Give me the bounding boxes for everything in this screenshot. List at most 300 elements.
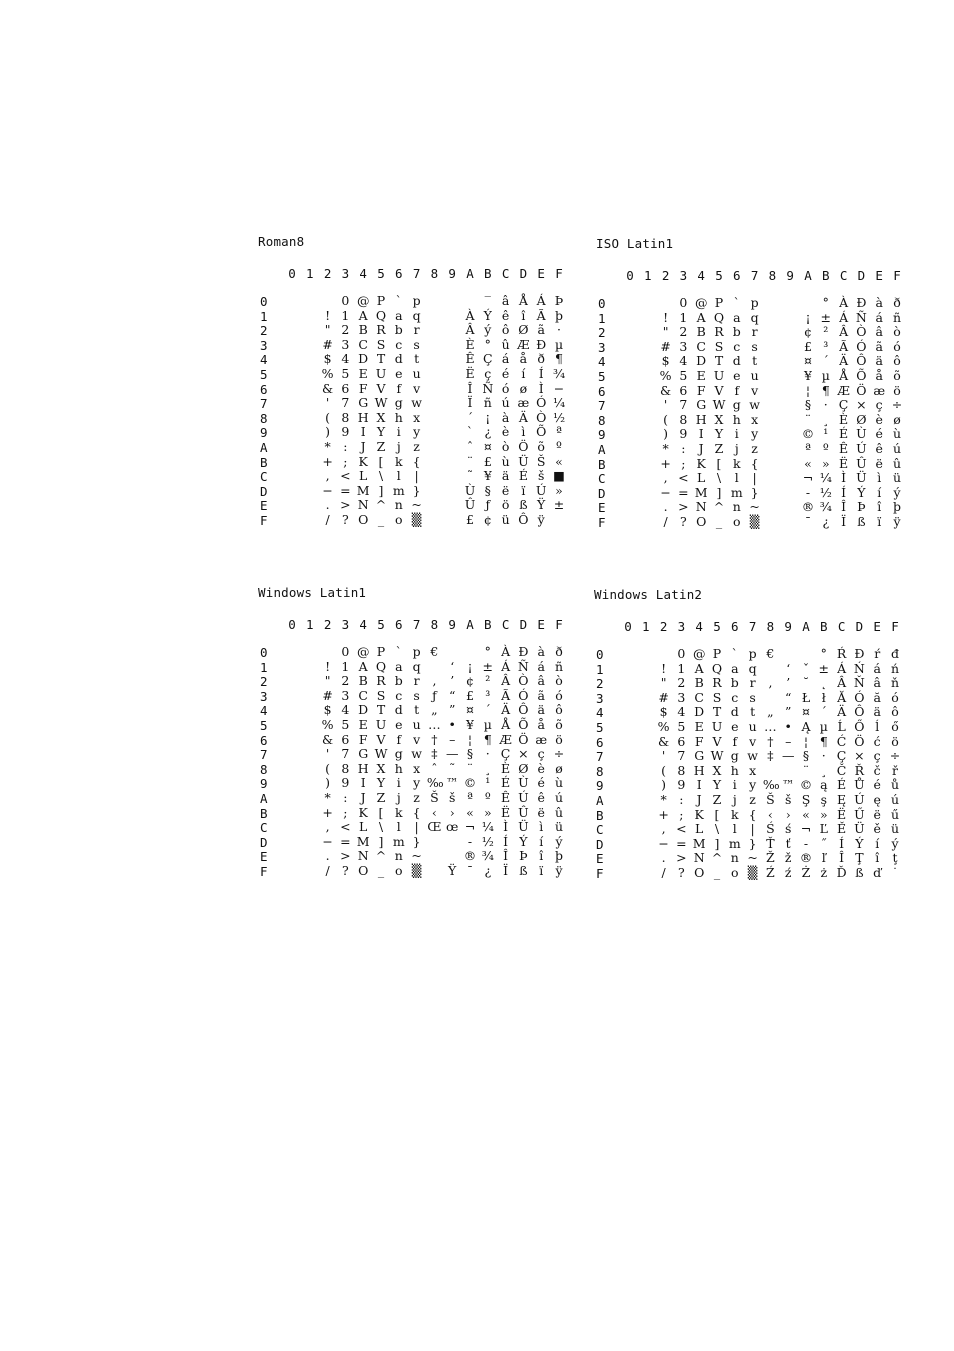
column-label: 2 <box>323 266 332 281</box>
char-cell: m <box>392 482 405 498</box>
char-cell: 0 <box>341 293 350 308</box>
char-cell: ‹ <box>767 806 773 822</box>
char-cell: z <box>413 790 420 805</box>
char-cell: d <box>730 704 739 720</box>
char-cell: T <box>712 704 722 720</box>
char-cell: $ <box>323 351 332 367</box>
char-cell: Ü <box>854 821 865 837</box>
row-label: C <box>596 822 604 838</box>
char-cell: d <box>732 353 741 369</box>
char-cell: ˆ <box>431 760 438 776</box>
char-cell: $ <box>659 704 668 720</box>
char-cell: u <box>412 366 421 381</box>
char-cell: f <box>396 380 402 396</box>
char-cell: í <box>539 833 544 849</box>
char-cell: P <box>714 295 724 310</box>
char-cell: õ <box>555 717 563 732</box>
char-cell: ÷ <box>891 397 903 413</box>
char-cell: R <box>714 324 724 340</box>
column-label: 5 <box>715 268 723 283</box>
row-label: 3 <box>598 339 606 355</box>
char-cell: F <box>694 733 704 749</box>
char-cell: Ô <box>518 702 529 718</box>
char-cell: ç <box>537 746 545 762</box>
char-cell: Q <box>711 660 723 676</box>
char-cell: t <box>750 704 756 720</box>
char-cell: F <box>358 731 368 747</box>
char-cell: þ <box>554 848 563 864</box>
char-cell: 9 <box>341 775 350 791</box>
char-cell: « <box>555 453 563 469</box>
char-cell: ? <box>342 512 349 527</box>
column-label: 2 <box>659 619 668 634</box>
row-label: C <box>598 471 606 487</box>
char-cell: — <box>445 746 459 762</box>
char-cell: b <box>730 675 739 691</box>
char-cell: h <box>730 762 739 778</box>
row-label: 9 <box>260 776 268 792</box>
row-label: F <box>598 515 606 530</box>
char-cell: É <box>837 777 847 793</box>
char-cell: Ý <box>855 835 864 851</box>
char-cell: h <box>394 760 403 776</box>
char-cell: : <box>681 441 686 456</box>
char-cell: Ę <box>837 792 847 807</box>
row-label: B <box>260 805 268 821</box>
char-cell: 0 <box>679 295 688 310</box>
char-cell: - <box>803 835 809 851</box>
char-cell: E <box>694 719 704 734</box>
char-cell: º <box>556 439 562 454</box>
char-cell: @ <box>694 295 708 310</box>
char-cell: ü <box>501 512 510 527</box>
char-cell: × <box>856 397 867 413</box>
char-cell: D <box>696 353 707 369</box>
char-cell: ! <box>661 660 667 676</box>
char-cell: ê <box>875 441 883 456</box>
char-cell: Ñ <box>482 380 494 396</box>
column-label: C <box>837 619 846 634</box>
char-cell: & <box>658 733 670 749</box>
char-cell: ! <box>325 658 331 674</box>
char-cell: j <box>396 790 401 805</box>
char-cell: ™ <box>781 777 795 793</box>
char-cell: ø <box>893 411 901 427</box>
char-cell: · <box>557 322 561 338</box>
char-cell: ñ <box>483 395 492 411</box>
char-cell: L <box>695 821 704 837</box>
char-cell: 5 <box>677 719 686 734</box>
char-cell: w <box>749 397 760 413</box>
char-cell: À <box>501 644 511 659</box>
char-cell: Ç <box>836 748 847 764</box>
char-cell: p <box>412 293 421 308</box>
char-cell: à <box>501 409 510 425</box>
char-cell: E <box>358 717 368 732</box>
char-cell: Č <box>836 762 847 778</box>
char-cell: < <box>676 821 687 837</box>
char-cell: Ù <box>856 426 867 442</box>
char-cell: a <box>733 309 741 325</box>
char-cell: W <box>712 397 726 413</box>
char-cell: Ã <box>501 687 511 703</box>
char-cell: Á <box>536 293 546 308</box>
column-label: 4 <box>359 266 367 281</box>
char-cell: Š <box>536 453 546 469</box>
char-cell: Ł <box>801 689 811 705</box>
char-cell: q <box>748 660 757 676</box>
char-cell: © <box>799 777 813 793</box>
row-label: A <box>596 793 604 808</box>
column-label: 5 <box>713 619 721 634</box>
char-cell: ë <box>875 455 883 471</box>
char-cell: Ź <box>766 865 775 880</box>
char-cell: / <box>325 512 330 527</box>
char-cell: . <box>663 499 668 515</box>
char-cell: Û <box>856 455 867 471</box>
char-cell: û <box>554 804 564 820</box>
char-cell: æ <box>873 382 886 398</box>
char-cell: È <box>465 336 475 352</box>
char-cell: Ê <box>465 351 475 367</box>
char-cell: Ř <box>854 762 865 778</box>
char-cell: { <box>412 453 421 469</box>
char-cell: P <box>376 644 386 659</box>
char-cell: | <box>750 821 755 837</box>
char-cell: Ÿ <box>537 497 546 513</box>
char-cell: à <box>537 644 545 659</box>
char-cell: * <box>662 441 669 456</box>
char-cell: ; <box>681 455 686 471</box>
char-cell: k <box>731 806 739 822</box>
column-label: B <box>484 266 492 281</box>
char-cell: " <box>660 675 667 691</box>
char-cell: N <box>357 848 369 864</box>
char-cell: 9 <box>341 424 350 440</box>
char-cell: ` <box>733 295 740 310</box>
char-cell: # <box>660 338 671 354</box>
row-label: A <box>260 791 268 806</box>
char-cell: ? <box>678 865 685 880</box>
char-cell: ß <box>519 863 528 878</box>
column-label: D <box>855 619 864 634</box>
char-cell: d <box>394 351 403 367</box>
char-cell: ú <box>892 441 902 456</box>
column-label: C <box>501 617 510 632</box>
char-cell: n <box>732 499 741 515</box>
char-cell: ¨ <box>466 453 474 469</box>
char-cell: = <box>340 482 351 498</box>
char-cell: “ <box>448 687 456 703</box>
char-cell: { <box>412 804 421 820</box>
char-cell: µ <box>821 368 830 383</box>
char-cell: \ <box>378 468 384 484</box>
char-cell: S <box>712 689 722 705</box>
char-cell: Ö <box>518 731 529 747</box>
char-cell: é <box>875 426 883 442</box>
char-cell: Ĺ <box>837 719 846 734</box>
char-cell: ş <box>820 792 827 807</box>
char-cell: ½ <box>552 409 566 425</box>
char-cell: Ã <box>839 338 849 354</box>
char-cell: p <box>748 646 757 661</box>
char-cell: 8 <box>677 762 686 778</box>
char-cell: Ú <box>856 441 867 456</box>
char-cell: $ <box>661 353 670 369</box>
char-cell: Ą <box>801 719 811 734</box>
row-label: 1 <box>598 310 606 326</box>
row-label: 8 <box>260 410 268 426</box>
row-label: E <box>598 500 606 516</box>
char-cell: & <box>322 380 334 396</box>
char-cell: û <box>892 455 902 471</box>
char-cell: ÷ <box>553 746 565 762</box>
char-cell: É <box>501 775 511 791</box>
column-label: C <box>839 268 848 283</box>
char-cell: Û <box>464 497 476 513</box>
char-cell: Ă <box>837 689 847 705</box>
char-cell: è <box>875 411 883 427</box>
row-label: 6 <box>598 383 606 399</box>
char-cell: i <box>396 424 401 440</box>
char-cell: G <box>696 397 707 413</box>
char-cell: » <box>819 806 828 822</box>
char-cell: 7 <box>677 748 686 764</box>
char-cell: D <box>358 351 369 367</box>
char-cell: ´ <box>820 704 827 720</box>
char-cell: º <box>822 441 829 456</box>
char-cell: X <box>376 760 386 776</box>
column-label: A <box>804 268 812 283</box>
char-cell: Y <box>712 777 722 793</box>
row-label: 1 <box>260 659 268 675</box>
char-cell: ` <box>395 644 402 659</box>
row-label: 9 <box>598 427 606 443</box>
char-cell: ¶ <box>819 733 828 749</box>
char-cell: Þ <box>554 293 564 308</box>
char-cell: ) <box>325 424 331 440</box>
char-cell: é <box>873 777 881 793</box>
char-cell: ¶ <box>555 351 563 367</box>
char-cell: > <box>678 499 689 515</box>
char-cell: O <box>694 865 705 880</box>
char-cell: ï <box>539 863 544 878</box>
char-cell: à <box>875 295 883 310</box>
char-cell: @ <box>356 293 370 308</box>
char-cell: ´ <box>822 353 829 369</box>
char-cell: Đ <box>854 646 865 661</box>
char-cell: > <box>340 848 351 864</box>
char-cell: ¶ <box>821 382 830 398</box>
row-label: E <box>260 849 268 865</box>
char-cell: U <box>711 719 723 734</box>
char-cell: ˘ <box>802 675 810 691</box>
char-cell: ï <box>521 482 526 498</box>
char-cell: ' <box>325 746 330 762</box>
row-label: 8 <box>596 763 604 779</box>
char-cell: _ <box>713 865 721 880</box>
char-cell: L <box>697 470 706 486</box>
char-cell: U <box>713 368 725 383</box>
char-cell: j <box>734 441 739 456</box>
char-cell: Ä <box>501 702 511 718</box>
char-cell: ª <box>805 441 811 456</box>
char-cell: Õ <box>536 424 547 440</box>
column-label: D <box>519 617 528 632</box>
char-cell: ů <box>890 777 900 793</box>
row-label: 4 <box>260 352 268 368</box>
char-cell: Ð <box>536 336 547 352</box>
char-cell: " <box>662 324 669 340</box>
char-cell: % <box>321 366 334 381</box>
char-cell: Ž <box>766 850 775 866</box>
char-cell: F <box>696 382 706 398</box>
char-cell: ä <box>537 702 545 718</box>
char-cell: Â <box>465 322 475 338</box>
char-cell: 7 <box>341 746 350 762</box>
char-cell: 5 <box>341 717 350 732</box>
char-cell: / <box>663 514 668 529</box>
char-cell: s <box>413 687 420 703</box>
char-cell: Ó <box>856 338 867 354</box>
char-cell: Â <box>501 673 511 689</box>
char-cell: = <box>678 484 689 500</box>
char-cell: K <box>694 806 704 822</box>
char-cell: . <box>325 848 330 864</box>
char-cell: H <box>695 411 707 427</box>
char-cell: ) <box>325 775 331 791</box>
char-cell: Ů <box>854 777 865 793</box>
char-cell: a <box>395 658 403 674</box>
char-cell: ½ <box>819 484 832 500</box>
char-cell: [ <box>714 806 720 822</box>
char-cell: Ý <box>483 307 492 323</box>
char-cell: £ <box>466 512 474 527</box>
char-cell: ú <box>890 792 900 807</box>
char-cell: B <box>358 673 368 689</box>
char-cell: ■ <box>553 468 565 484</box>
char-cell: ; <box>343 453 348 469</box>
char-cell: Ñ <box>855 309 867 325</box>
char-cell: A <box>358 658 368 674</box>
char-cell: ¬ <box>464 819 476 835</box>
row-label: 7 <box>260 747 268 763</box>
char-cell: õ <box>893 368 901 383</box>
char-cell: Ï <box>467 395 473 411</box>
char-cell: ¥ <box>483 468 492 484</box>
char-cell: | <box>752 470 757 486</box>
char-cell: ò <box>893 324 901 340</box>
row-label: 8 <box>598 412 606 428</box>
char-cell: c <box>733 338 741 354</box>
char-cell: ç <box>484 366 492 381</box>
char-cell: . <box>661 850 666 866</box>
char-cell: + <box>322 453 333 469</box>
row-label: 6 <box>260 381 268 397</box>
char-cell: ! <box>663 309 669 325</box>
char-cell: Û <box>518 804 529 820</box>
char-cell: 6 <box>679 382 688 398</box>
char-cell: í <box>877 484 882 500</box>
char-cell: a <box>395 307 403 323</box>
char-cell: Í <box>538 366 544 381</box>
char-cell: § <box>804 397 812 413</box>
char-cell: Ô <box>518 512 529 527</box>
row-label: 2 <box>598 325 606 341</box>
char-cell: ò <box>555 673 563 689</box>
char-cell: B <box>358 322 368 338</box>
char-cell: * <box>324 439 331 454</box>
char-cell: “ <box>784 689 792 705</box>
char-cell: 3 <box>341 336 350 352</box>
char-cell: ó <box>891 689 899 705</box>
char-cell: H <box>357 409 369 425</box>
char-cell: r <box>749 675 756 691</box>
char-cell: \ <box>716 470 722 486</box>
char-cell: ý <box>555 833 563 849</box>
char-cell: ÿ <box>537 512 545 527</box>
row-label: 1 <box>260 308 268 324</box>
char-cell: v <box>413 380 421 396</box>
char-cell: f <box>396 731 402 747</box>
char-cell: 8 <box>679 411 688 427</box>
char-cell: u <box>748 719 757 734</box>
char-cell: Ż <box>801 865 811 880</box>
char-cell: ¦ <box>803 733 809 749</box>
char-cell: Ÿ <box>448 863 457 878</box>
char-cell: č <box>873 762 881 778</box>
char-cell: ü <box>892 470 902 486</box>
char-cell: ¾ <box>819 499 832 515</box>
char-cell: / <box>325 863 330 878</box>
char-cell: Ó <box>536 395 547 411</box>
column-label: 2 <box>323 617 332 632</box>
row-label: 6 <box>260 732 268 748</box>
char-cell: Ì <box>503 819 509 835</box>
char-cell: _ <box>377 863 385 878</box>
char-cell: l <box>734 470 739 486</box>
char-cell: ć <box>873 733 881 749</box>
char-cell: g <box>394 746 403 762</box>
char-cell: À <box>839 295 849 310</box>
row-label: 9 <box>596 778 604 794</box>
char-cell: Ê <box>839 441 849 456</box>
char-cell: ‹ <box>431 804 437 820</box>
char-cell: ŕ <box>874 646 881 661</box>
char-cell: s <box>751 338 758 354</box>
row-label: 4 <box>260 703 268 719</box>
char-cell: m <box>730 484 743 500</box>
char-cell: Ő <box>854 719 865 734</box>
column-label: B <box>820 619 828 634</box>
char-cell: ^ <box>711 850 723 866</box>
char-cell: C <box>696 338 706 354</box>
char-cell: ‘ <box>450 658 455 674</box>
row-label: B <box>260 454 268 470</box>
char-cell: N <box>695 499 707 515</box>
char-cell: › <box>449 804 455 820</box>
char-cell: ‡ <box>431 746 438 762</box>
char-cell: } <box>748 835 757 851</box>
char-cell: w <box>747 748 758 764</box>
char-cell: ë <box>501 482 510 498</box>
column-label: F <box>893 268 901 283</box>
char-cell: Å <box>501 717 511 732</box>
char-cell: § <box>802 748 810 764</box>
row-label: 3 <box>596 690 604 706</box>
char-cell: o <box>733 514 741 529</box>
char-cell: ` <box>731 646 738 661</box>
